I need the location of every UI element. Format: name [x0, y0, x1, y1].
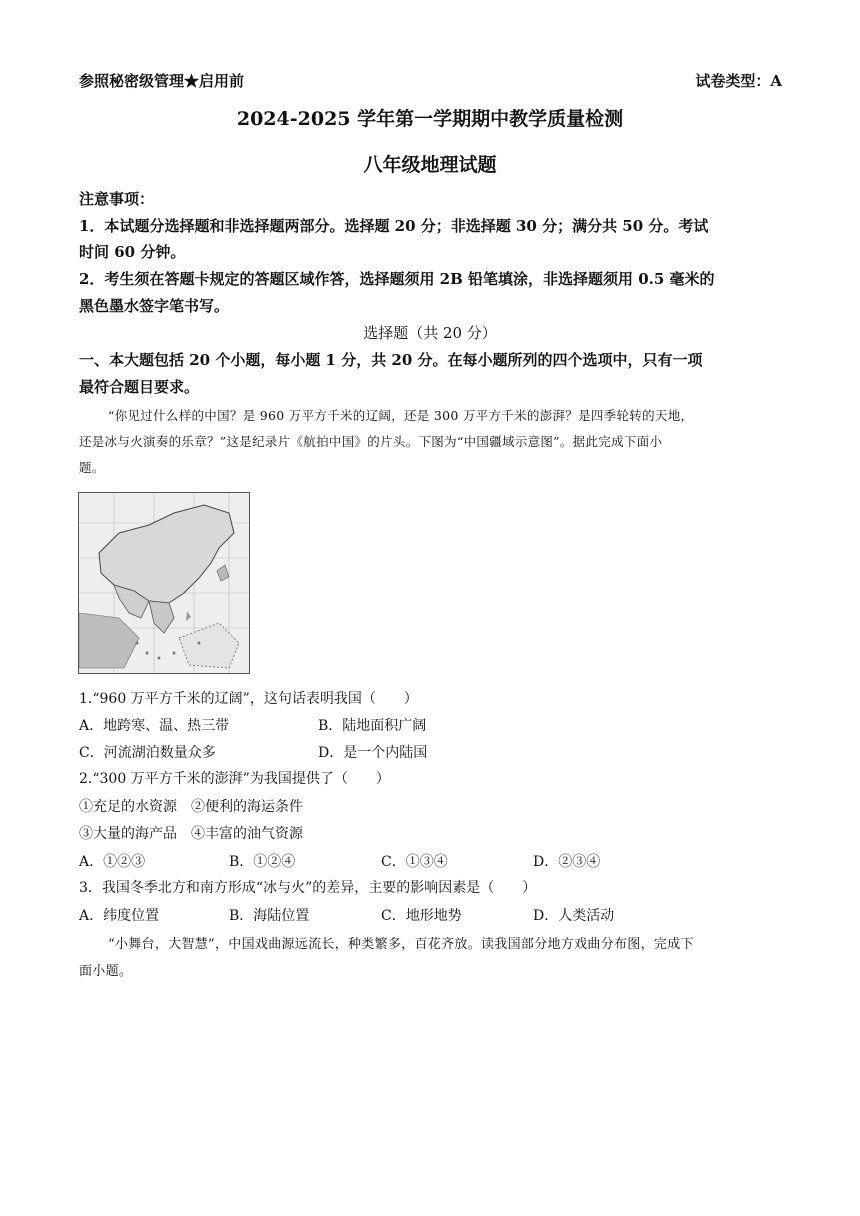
passage-1-line-2: 还是冰与火演奏的乐章？”这是纪录片《航拍中国》的片头。下图为“中国疆域示意图”。据此完成下面小 — [79, 434, 663, 449]
part-intro-line-1: 一、本大题包括 20 个小题，每小题 1 分，共 20 分。在每小题所列的四个选项中，只有一项 — [79, 351, 703, 369]
question-1-option-b[interactable]: B．陆地面积广阔 — [318, 718, 427, 734]
question-2-stem: 2.“300 万平方千米的澎湃”为我国提供了（ ） — [79, 771, 390, 787]
question-1-option-d[interactable]: D．是一个内陆国 — [318, 745, 428, 761]
exam-subtitle: 八年级地理试题 — [363, 154, 497, 176]
question-2-option-d[interactable]: D．②③④ — [533, 854, 601, 870]
question-3-option-c[interactable]: C．地形地势 — [381, 908, 462, 924]
part-intro-line-2: 最符合题目要求。 — [79, 378, 200, 396]
passage-1-line-3: 题。 — [79, 460, 105, 475]
question-3-option-b[interactable]: B．海陆位置 — [229, 908, 310, 924]
question-3-option-a[interactable]: A．纬度位置 — [79, 908, 160, 924]
passage-1-line-1: “你见过什么样的中国？是 960 万平方千米的辽阔，还是 300 万平方千米的澎湃？是四季轮转的天地， — [108, 408, 694, 423]
question-3-stem: 3．我国冬季北方和南方形成“冰与火”的差异，主要的影响因素是（ ） — [79, 880, 537, 896]
section-title: 选择题（共 20 分） — [363, 324, 497, 342]
notice-item-2-line-1: 2．考生须在答题卡规定的答题区域作答，选择题须用 2B 铅笔填涂，非选择题须用 0.5 毫米的 — [79, 270, 715, 288]
question-1-stem: 1.“960 万平方千米的辽阔”，这句话表明我国（ ） — [79, 691, 418, 707]
notice-item-2-line-2: 黑色墨水签字笔书写。 — [79, 297, 230, 315]
china-territory-map — [78, 492, 250, 674]
paper-type-label: 试卷类型：A — [695, 72, 782, 90]
question-1-option-a[interactable]: A．地跨寒、温、热三带 — [79, 718, 230, 734]
question-2-option-c[interactable]: C．①③④ — [381, 854, 448, 870]
question-2-option-a[interactable]: A．①②③ — [79, 854, 146, 870]
question-2-statements-line-2: ③大量的海产品 ④丰富的油气资源 — [79, 826, 303, 842]
notice-heading: 注意事项： — [79, 190, 155, 208]
question-2-option-b[interactable]: B．①②④ — [229, 854, 296, 870]
question-2-statements-line-1: ①充足的水资源 ②便利的海运条件 — [79, 799, 303, 815]
confidentiality-label: 参照秘密级管理★启用前 — [79, 72, 245, 90]
notice-item-1-line-1: 1．本试题分选择题和非选择题两部分。选择题 20 分；非选择题 30 分；满分共 50 分。考试 — [79, 217, 709, 235]
question-3-option-d[interactable]: D．人类活动 — [533, 908, 615, 924]
question-1-option-c[interactable]: C．河流湖泊数量众多 — [79, 745, 216, 761]
passage-2-line-1: “小舞台，大智慧”，中国戏曲源远流长，种类繁多，百花齐放。读我国部分地方戏曲分布图，完成下 — [108, 937, 694, 952]
exam-title: 2024-2025 学年第一学期期中教学质量检测 — [236, 108, 624, 130]
notice-item-1-line-2: 时间 60 分钟。 — [79, 243, 186, 261]
passage-2-line-2: 面小题。 — [79, 964, 133, 979]
